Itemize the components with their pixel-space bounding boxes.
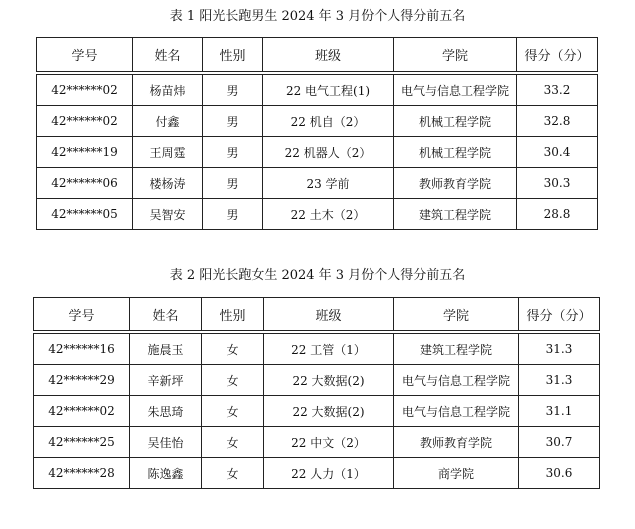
header-student-id: 学号 [34,298,130,333]
cell-score: 33.2 [517,73,598,106]
table-row [34,458,600,489]
cell-student-id: 42******02 [34,396,130,427]
cell-student-id: 42******28 [34,458,130,489]
cell-college: 电气与信息工程学院 [394,396,519,427]
cell-gender: 男 [203,73,263,106]
cell-score: 30.7 [519,427,600,458]
male-top5-table [36,37,598,230]
cell-student-id: 42******25 [34,427,130,458]
header-gender: 性别 [202,298,264,333]
cell-student-id: 42******16 [34,332,130,365]
cell-class: 22 人力（1） [264,458,394,489]
cell-gender: 女 [202,365,264,396]
cell-college: 教师教育学院 [394,168,517,199]
table-row [37,168,598,199]
header-class: 班级 [263,38,394,74]
cell-name: 吴智安 [133,199,203,230]
cell-college: 机械工程学院 [394,137,517,168]
cell-class: 22 电气工程(1) [263,73,394,106]
cell-student-id: 42******29 [34,365,130,396]
cell-class: 22 机器人（2） [263,137,394,168]
cell-name: 王周霆 [133,137,203,168]
cell-gender: 男 [203,199,263,230]
cell-class: 22 中文（2） [264,427,394,458]
cell-gender: 女 [202,332,264,365]
cell-name: 辛新坪 [130,365,202,396]
cell-score: 32.8 [517,106,598,137]
table-row [34,365,600,396]
cell-college: 建筑工程学院 [394,332,519,365]
table-row [34,396,600,427]
table-header-row [37,38,598,74]
header-college: 学院 [394,298,519,333]
cell-class: 22 大数据(2) [264,365,394,396]
cell-student-id: 42******06 [37,168,133,199]
header-score: 得分（分） [519,298,600,333]
cell-college: 商学院 [394,458,519,489]
cell-class: 22 土木（2） [263,199,394,230]
cell-name: 楼杨涛 [133,168,203,199]
table-row [37,199,598,230]
cell-gender: 男 [203,137,263,168]
header-name: 姓名 [130,298,202,333]
cell-name: 陈逸鑫 [130,458,202,489]
cell-college: 建筑工程学院 [394,199,517,230]
table-row [34,427,600,458]
cell-name: 吴佳怡 [130,427,202,458]
cell-student-id: 42******02 [37,106,133,137]
header-student-id: 学号 [37,38,133,74]
cell-gender: 女 [202,458,264,489]
cell-student-id: 42******05 [37,199,133,230]
cell-class: 22 机自（2） [263,106,394,137]
cell-gender: 男 [203,106,263,137]
cell-class: 23 学前 [263,168,394,199]
cell-score: 31.3 [519,332,600,365]
cell-gender: 女 [202,427,264,458]
cell-college: 电气与信息工程学院 [394,73,517,106]
cell-class: 22 工管（1） [264,332,394,365]
cell-student-id: 42******02 [37,73,133,106]
cell-gender: 女 [202,396,264,427]
table-row [37,137,598,168]
cell-college: 教师教育学院 [394,427,519,458]
cell-score: 30.6 [519,458,600,489]
table2-caption: 表 2 阳光长跑女生 2024 年 3 月份个人得分前五名 [169,268,466,283]
header-gender: 性别 [203,38,263,74]
cell-student-id: 42******19 [37,137,133,168]
cell-name: 杨苗炜 [133,73,203,106]
header-score: 得分（分） [517,38,598,74]
cell-college: 电气与信息工程学院 [394,365,519,396]
table-row [34,332,600,365]
cell-class: 22 大数据(2) [264,396,394,427]
cell-score: 30.4 [517,137,598,168]
cell-score: 28.8 [517,199,598,230]
table-row [37,73,598,106]
cell-name: 付鑫 [133,106,203,137]
cell-score: 30.3 [517,168,598,199]
female-top5-table [33,297,600,489]
cell-name: 施晨玉 [130,332,202,365]
header-name: 姓名 [133,38,203,74]
cell-score: 31.3 [519,365,600,396]
header-class: 班级 [264,298,394,333]
table-header-row [34,298,600,333]
cell-gender: 男 [203,168,263,199]
table-row [37,106,598,137]
cell-name: 朱思琦 [130,396,202,427]
table1-caption: 表 1 阳光长跑男生 2024 年 3 月份个人得分前五名 [169,9,466,24]
header-college: 学院 [394,38,517,74]
cell-college: 机械工程学院 [394,106,517,137]
cell-score: 31.1 [519,396,600,427]
